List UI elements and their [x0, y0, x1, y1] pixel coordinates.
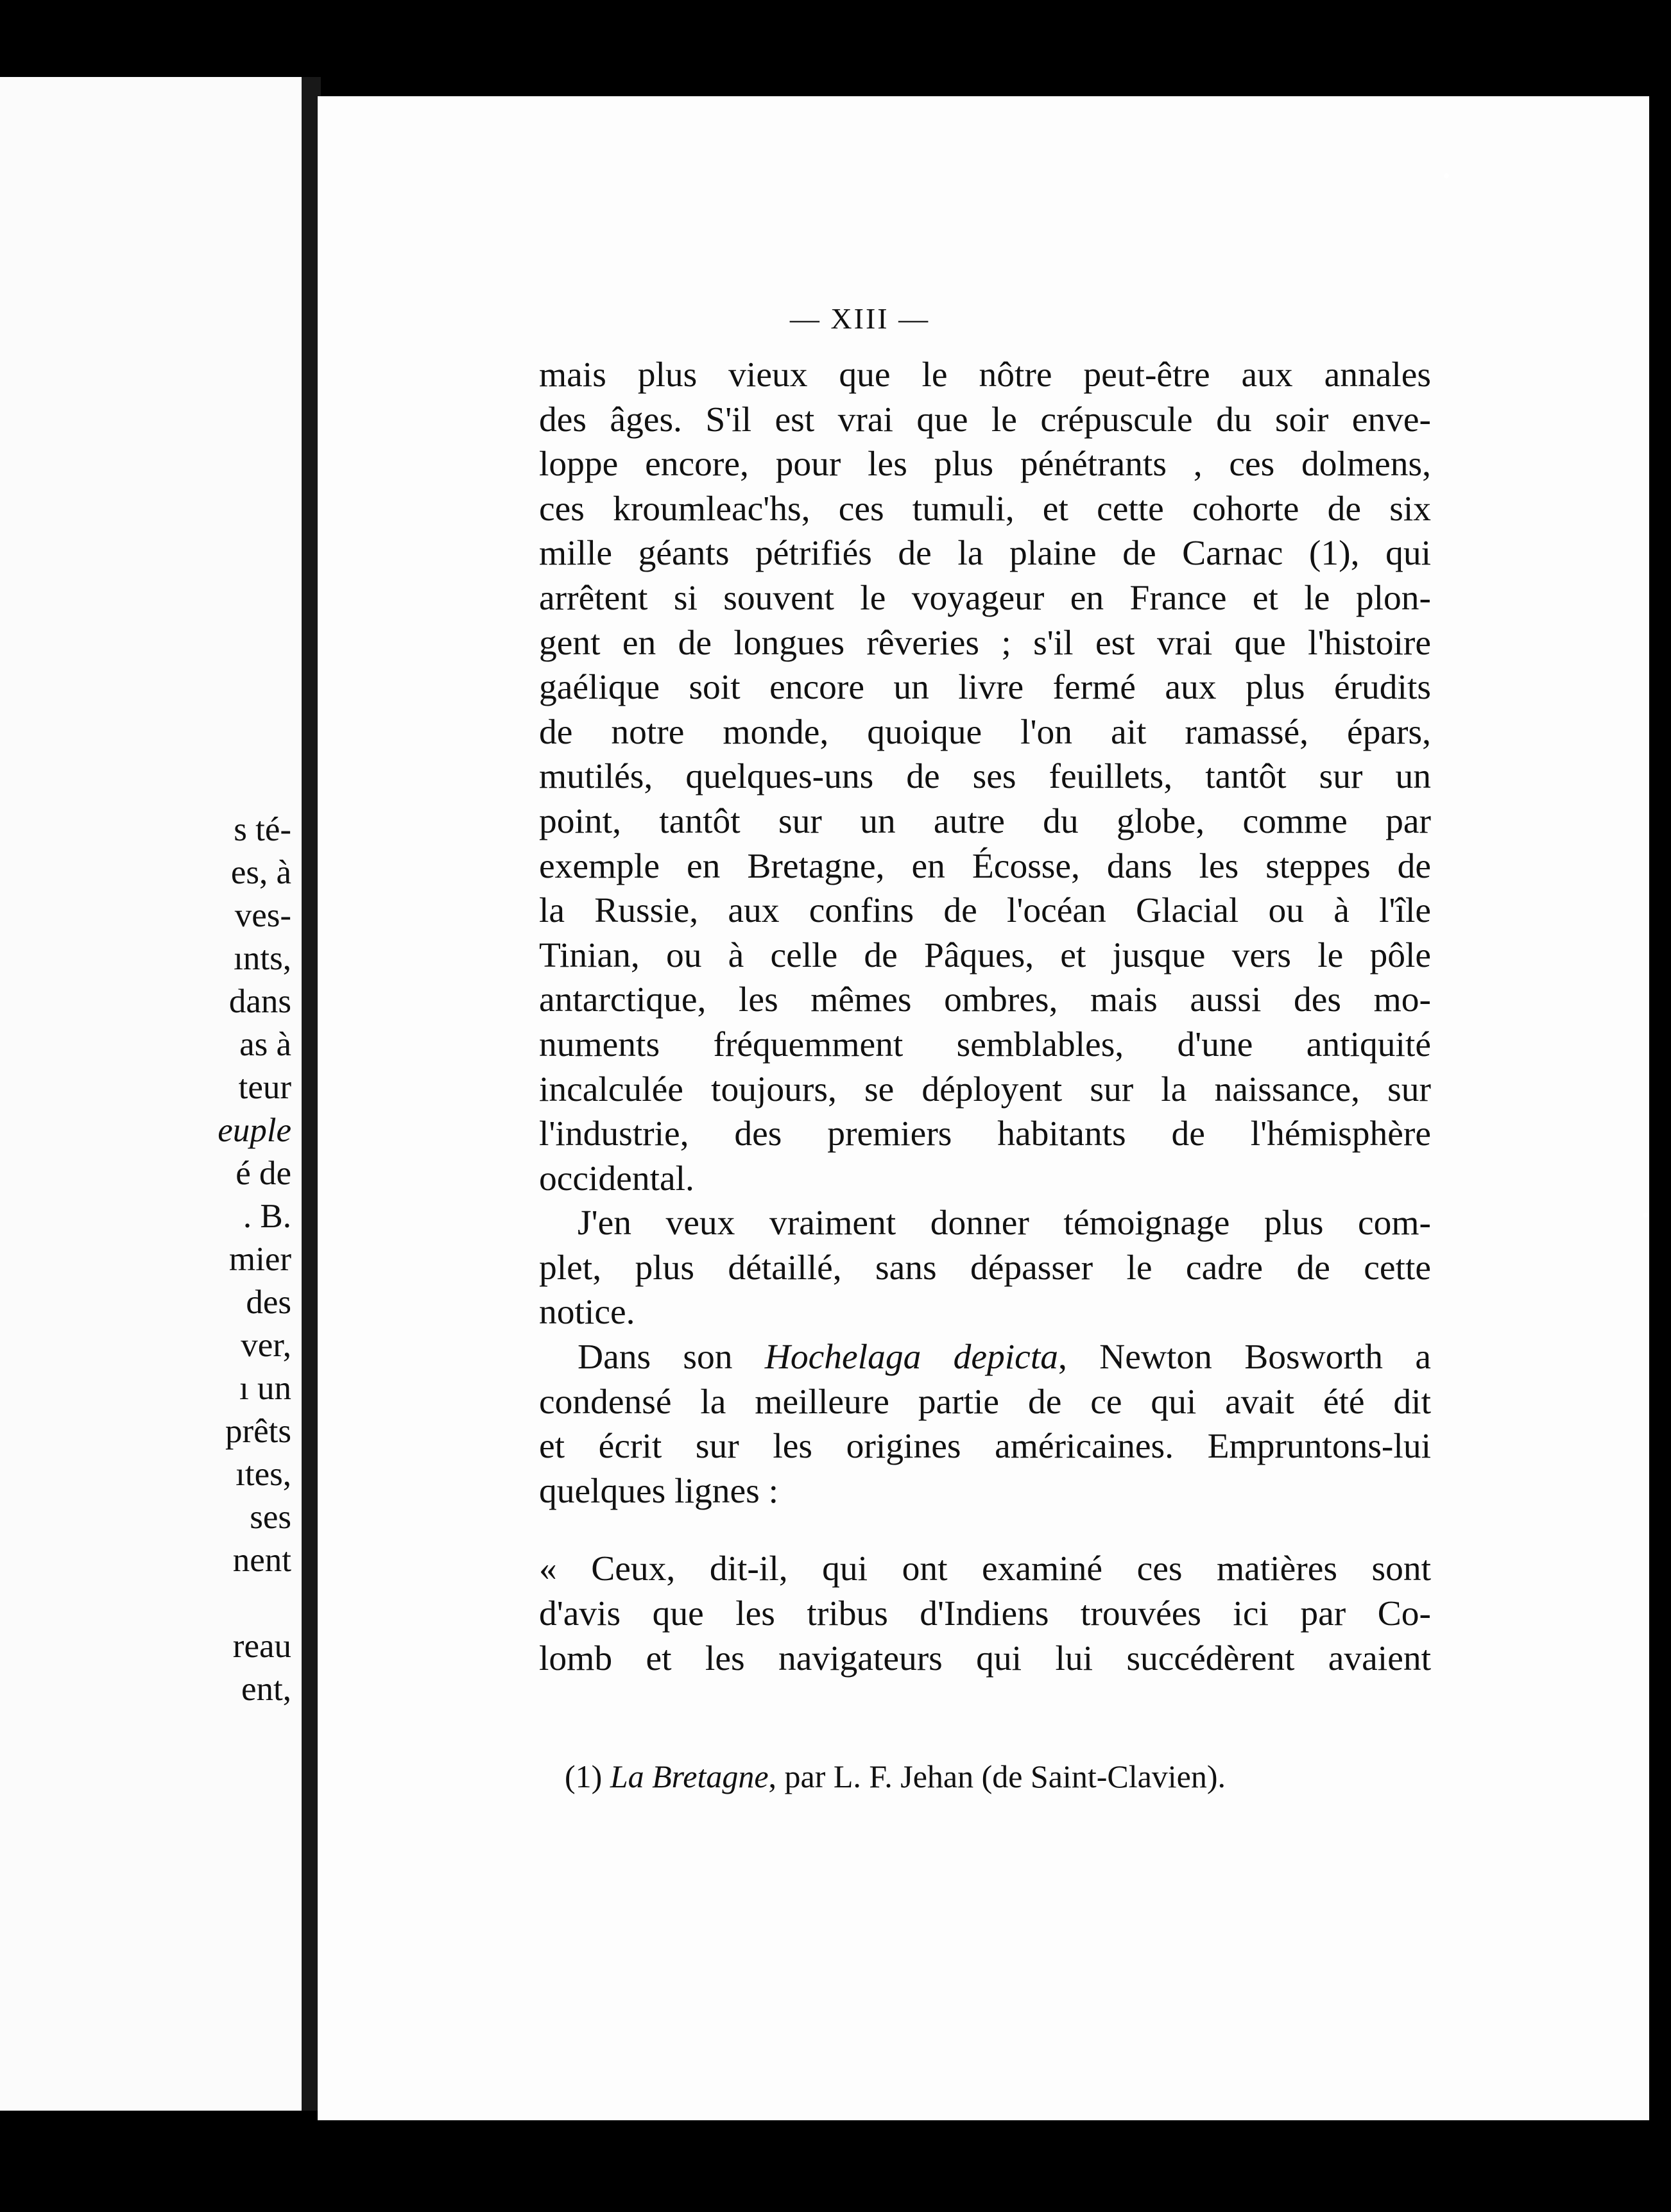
left-line: é de: [236, 1155, 291, 1192]
text-line: Tinian, ou à celle de Pâques, et jusque vers le pôle: [539, 935, 1431, 975]
text-fragment: Dans son: [578, 1338, 765, 1377]
paragraph-3: [539, 1335, 1431, 1513]
text-line: mutilés, quelques-uns de ses feuillets, tantôt sur un: [539, 757, 1431, 797]
left-line: ınts,: [234, 940, 291, 977]
text-line: point, tantôt sur un autre du globe, comme par: [539, 801, 1431, 841]
text-line: plet, plus détaillé, sans dépasser le cadre de cette: [539, 1248, 1431, 1288]
paragraph-2: [539, 1201, 1431, 1335]
left-line: ver,: [241, 1327, 291, 1364]
paragraph-4-quotation: [539, 1547, 1431, 1681]
text-line: antarctique, les mêmes ombres, mais aussi des mo-: [539, 980, 1431, 1020]
dust-speck: [1444, 173, 1449, 178]
left-line: teur: [238, 1069, 291, 1106]
text-line: de notre monde, quoique l'on ait ramassé, épars,: [539, 712, 1431, 752]
text-line: mille géants pétrifiés de la plaine de Carnac (1), qui: [539, 534, 1431, 574]
text-line: et écrit sur les origines américaines. Empruntons-lui: [539, 1427, 1431, 1467]
paragraph-1: [539, 353, 1431, 1201]
page-number: — XIII —: [789, 302, 930, 335]
left-line: ıtes,: [236, 1456, 291, 1493]
left-line: s té-: [234, 811, 291, 848]
left-line: [0, 1109, 302, 1152]
text-line: [539, 1335, 1431, 1380]
left-line: nent: [232, 1542, 291, 1579]
text-line: exemple en Bretagne, en Écosse, dans les steppes de: [539, 846, 1431, 886]
body-text: [539, 353, 1431, 1681]
left-line: as à: [239, 1026, 291, 1063]
footnote: [565, 1758, 1399, 1795]
text-line: condensé la meilleure partie de ce qui avait été dit: [539, 1382, 1431, 1422]
text-line: mais plus vieux que le nôtre peut-être aux annales: [539, 355, 1431, 395]
text-line: arrêtent si souvent le voyageur en France et le plon-: [539, 578, 1431, 618]
left-line-gap: [0, 1582, 302, 1625]
left-line: ses: [250, 1499, 291, 1536]
footnote-marker: (1): [565, 1758, 603, 1794]
left-line: reau: [232, 1628, 291, 1665]
text-line: des âges. S'il est vrai que le crépuscule du soir enve-: [539, 400, 1431, 439]
text-line: lomb et les navigateurs qui lui succédèrent avaient: [539, 1638, 1431, 1678]
left-line: dans: [228, 983, 291, 1020]
left-line: mier: [228, 1241, 291, 1278]
text-line: gent en de longues rêveries ; s'il est vrai que l'histoire: [539, 623, 1431, 663]
text-line: numents fréquemment semblables, d'une antiquité: [539, 1025, 1431, 1064]
left-line: prêts: [225, 1413, 291, 1450]
text-line: loppe encore, pour les plus pénétrants , ces dolmens,: [539, 445, 1431, 484]
text-fragment: , Newton Bosworth a: [1058, 1338, 1431, 1377]
text-line: occidental.: [539, 1159, 694, 1198]
text-line: ces kroumleac'hs, ces tumuli, et cette cohorte de six: [539, 489, 1431, 529]
text-line: la Russie, aux confins de l'océan Glacial ou à l'île: [539, 891, 1431, 931]
current-page: [318, 96, 1649, 2120]
previous-page: [0, 77, 302, 2111]
text-line: « Ceux, dit-il, qui ont examiné ces matières sont: [539, 1549, 1431, 1589]
footnote-text: , par L. F. Jehan (de Saint-Clavien).: [768, 1758, 1226, 1794]
left-line: ı un: [239, 1370, 291, 1407]
footnote-title-italic: La Bretagne: [610, 1758, 769, 1794]
text-line: notice.: [539, 1293, 635, 1332]
previous-page-text-edge: [0, 808, 302, 1711]
text-line: quelques lignes :: [539, 1471, 779, 1511]
left-line: des: [246, 1284, 291, 1321]
left-line: ent,: [241, 1671, 291, 1708]
text-line: l'industrie, des premiers habitants de l'hémisphère: [539, 1114, 1431, 1154]
book-title-italic: Hochelaga depicta: [764, 1338, 1058, 1377]
left-line: . B.: [243, 1198, 291, 1235]
dust-speck: [1643, 1212, 1648, 1218]
text-line: incalculée toujours, se déployent sur la naissance, sur: [539, 1069, 1431, 1109]
text-line: J'en veux vraiment donner témoignage plus com-: [578, 1204, 1431, 1243]
left-line: ves-: [234, 897, 291, 934]
text-line: gaélique soit encore un livre fermé aux plus érudits: [539, 668, 1431, 708]
left-line: es, à: [230, 854, 291, 891]
left-line-italic: euple: [218, 1112, 291, 1149]
text-line: d'avis que les tribus d'Indiens trouvées ici par Co-: [539, 1594, 1431, 1634]
